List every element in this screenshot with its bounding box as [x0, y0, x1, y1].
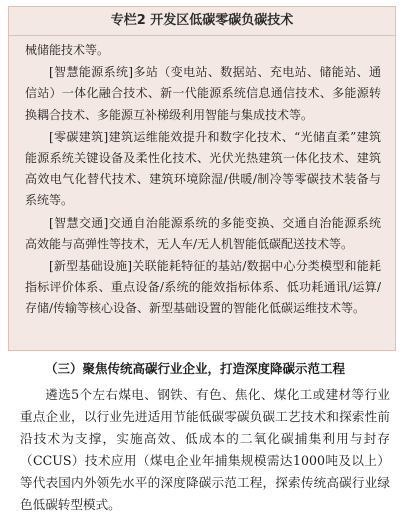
box-paragraph-zero-carbon-building: [零碳建筑]建筑运维能效提升和数字化技术、“光储直柔”建筑能源系统关键设备及柔性化技术、光伏光热建筑一体化技术、建筑高效电气化替代技术、建筑环境除湿/供暖/制冷等零碳技术装备与系统等。: [25, 129, 381, 208]
box-content: [25, 40, 381, 321]
sidebar-box: [8, 6, 396, 351]
box-paragraph-smart-transport: [智慧交通]交通自治能源系统的多能变换、交通自治能源系统高效能与高弹性等技术，无人车/无人机智能低碳配送技术等。: [25, 215, 381, 251]
box-paragraph-smart-energy: [智慧能源系统]多站（变电站、数据站、充电站、储能站、通信站）一体化融合技术、新一代能源系统信息通信技术、多能源转换耦合技术、多能源互补梯级利用智能与集成技术等。: [25, 65, 381, 122]
section-body: 遴选5个左右煤电、钢铁、有色、焦化、煤化工或建材等行业重点企业，以行业先进适用节能低碳零碳负碳工艺技术和探索性前沿技术为支撑，实施高效、低成本的二氧化碳捕集利用与封存（CCUS）技术应用（煤电企业年捕集规模需达1000吨及以上）等代表国内外领先水平的深度降碳示范工程，探索传统高碳行业绿色低碳转型模式。: [20, 387, 390, 512]
box-paragraph-new-infrastructure: [新型基础设施]关联能耗特征的基站/数据中心分类模型和能耗指标评价体系、重点设备/系统的能效指标体系、低功耗通讯/运算/存储/传输等核心设备、新型基础设置的智能化低碳运维技术等。: [25, 259, 381, 316]
box-title: 专栏2 开发区低碳零碳负碳技术: [9, 7, 395, 36]
box-paragraph-continuation: 械储能技术等。: [25, 43, 110, 57]
section-heading: （三）聚焦传统高碳行业企业，打造深度降碳示范工程: [45, 361, 346, 376]
